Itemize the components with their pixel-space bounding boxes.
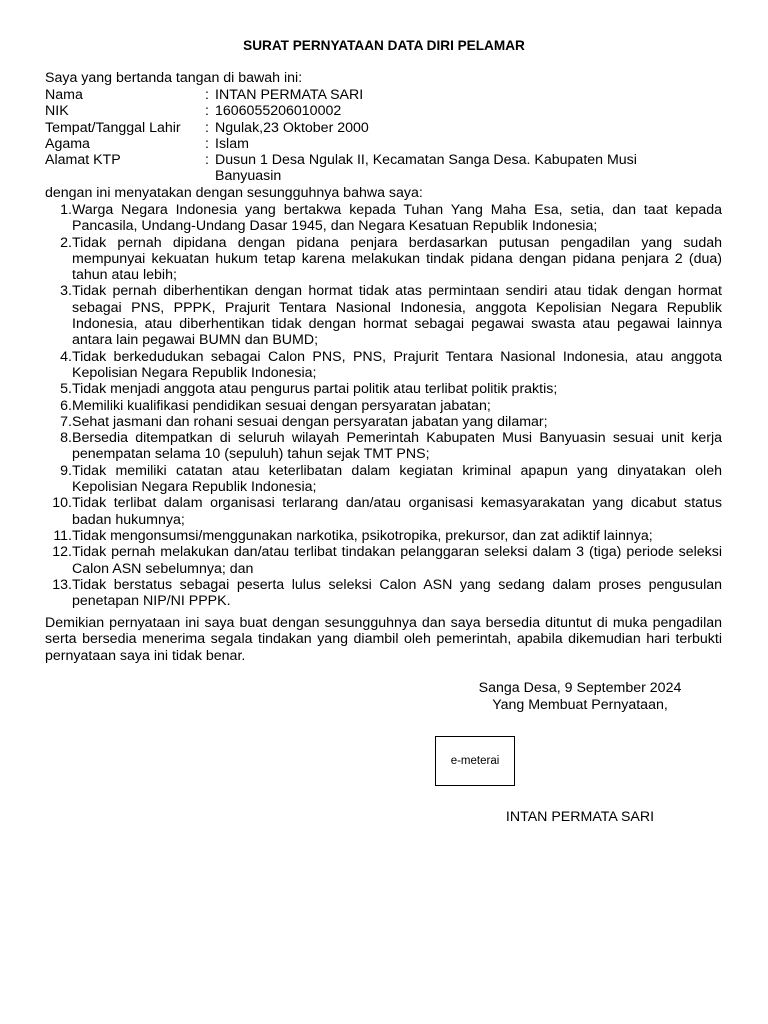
personal-data-fields bbox=[45, 87, 725, 185]
list-number: 2. bbox=[60, 234, 72, 251]
field-colon: : bbox=[205, 87, 209, 103]
list-item bbox=[45, 544, 722, 577]
list-item bbox=[45, 235, 722, 284]
field-value: Ngulak,23 Oktober 2000 bbox=[215, 119, 369, 136]
field-row-nik bbox=[45, 103, 725, 119]
field-value: 1606055206010002 bbox=[215, 103, 342, 120]
list-item bbox=[45, 349, 722, 382]
list-item bbox=[45, 381, 722, 397]
list-text: Tidak menjadi anggota atau pengurus partai politik atau terlibat politik praktis; bbox=[72, 381, 558, 398]
field-row-name bbox=[45, 87, 725, 103]
list-number: 5. bbox=[60, 381, 72, 398]
list-item bbox=[45, 202, 722, 235]
field-value: INTAN PERMATA SARI bbox=[215, 87, 364, 103]
closing-paragraph: Demikian pernyataan ini saya buat dengan sesungguhnya dan saya bersedia dituntut di muka pengadilan serta bersedia menerima segala tindakan yang diambil oleh pemerintah, apabila dikemudian hari terbukti pernyataan saya ini tidak benar. bbox=[45, 615, 722, 664]
field-label: Tempat/Tanggal Lahir bbox=[45, 119, 181, 136]
list-item bbox=[45, 463, 722, 496]
signature-role: Yang Membuat Pernyataan, bbox=[492, 697, 668, 713]
field-value: Dusun 1 Desa Ngulak II, Kecamatan Sanga Desa. Kabupaten Musi Banyuasin bbox=[215, 152, 637, 185]
list-number: 8. bbox=[60, 430, 72, 447]
list-item bbox=[45, 398, 722, 414]
list-text: Tidak berkedudukan sebagai Calon PNS, PNS, Prajurit Tentara Nasional Indonesia, atau anggota Kepolisian Negara Republik Indonesia; bbox=[72, 348, 722, 381]
list-text: Tidak terlibat dalam organisasi terlarang dan/atau organisasi kemasyarakatan yang dicabut status badan hukumnya; bbox=[72, 495, 722, 528]
list-text: Sehat jasmani dan rohani sesuai dengan persyaratan jabatan yang dilamar; bbox=[72, 413, 548, 430]
list-text: Memiliki kualifikasi pendidikan sesuai dengan persyaratan jabatan; bbox=[72, 397, 491, 414]
declaration-text: dengan ini menyatakan dengan sesungguhnya bahwa saya: bbox=[45, 185, 423, 201]
field-row-religion bbox=[45, 136, 725, 152]
list-item bbox=[45, 528, 722, 544]
list-item bbox=[45, 577, 722, 610]
field-colon: : bbox=[205, 135, 209, 152]
list-number: 1. bbox=[60, 202, 72, 218]
field-colon: : bbox=[205, 152, 209, 169]
list-text: Tidak pernah diberhentikan dengan hormat tidak atas permintaan sendiri atau tidak dengan hormat sebagai PNS, PPPK, Prajurit Tentara Nasional Indonesia, anggota Kepolisian Negara Republik Indonesia, atau diberhentikan tidak dengan hormat sebagai pegawai swasta atau pegawai lainnya antara lain pegawai BUMN dan BUMD; bbox=[72, 283, 722, 349]
list-number: 13. bbox=[52, 576, 72, 593]
list-number: 11. bbox=[53, 527, 72, 544]
field-value: Islam bbox=[215, 135, 249, 152]
list-text: Tidak pernah dipidana dengan pidana penjara berdasarkan putusan pengadilan yang sudah mempunyai kekuatan hukum tetap karena melakukan tindak pidana dengan pidana penjara 2 (dua) tahun atau lebih; bbox=[72, 234, 722, 284]
signature-place-date: Sanga Desa, 9 September 2024 bbox=[478, 680, 682, 696]
field-label: Nama bbox=[45, 87, 83, 103]
list-text: Warga Negara Indonesia yang bertakwa kepada Tuhan Yang Maha Esa, setia, dan taat kepada Pancasila, Undang-Undang Dasar 1945, dan Negara Kesatuan Republik Indonesia; bbox=[72, 202, 722, 235]
field-row-address bbox=[45, 152, 725, 185]
list-item bbox=[45, 283, 722, 348]
field-label: Alamat KTP bbox=[45, 152, 121, 169]
list-text: Tidak memiliki catatan atau keterlibatan dalam kegiatan kriminal apapun yang dinyatakan oleh Kepolisian Negara Republik Indonesia; bbox=[72, 462, 722, 496]
list-number: 3. bbox=[60, 283, 72, 300]
field-row-birth bbox=[45, 120, 725, 136]
list-text: Tidak pernah melakukan dan/atau terlibat tindakan pelanggaran seleksi dalam 3 (tiga) periode seleksi Calon ASN sebelumnya; dan bbox=[72, 544, 722, 577]
document-title: SURAT PERNYATAAN DATA DIRI PELAMAR bbox=[243, 38, 525, 53]
list-number: 7. bbox=[60, 413, 72, 430]
field-colon: : bbox=[205, 103, 209, 120]
field-label: Agama bbox=[45, 135, 90, 152]
list-item bbox=[45, 414, 722, 430]
list-number: 6. bbox=[60, 397, 72, 414]
e-meterai-stamp: e-meterai bbox=[435, 736, 515, 786]
list-number: 12. bbox=[52, 544, 72, 561]
intro-text: Saya yang bertanda tangan di bawah ini: bbox=[45, 70, 303, 86]
list-number: 10. bbox=[52, 495, 72, 512]
signer-name: INTAN PERMATA SARI bbox=[505, 809, 655, 825]
list-number: 9. bbox=[60, 462, 72, 479]
list-text: Tidak berstatus sebagai peserta lulus seleksi Calon ASN yang sedang dalam proses pengusulan penetapan NIP/NI PPPK. bbox=[72, 576, 722, 610]
field-colon: : bbox=[205, 119, 209, 136]
list-text: Tidak mengonsumsi/menggunakan narkotika, psikotropika, prekursor, dan zat adiktif lainnya; bbox=[72, 527, 653, 544]
statement-list bbox=[45, 202, 722, 609]
list-text: Bersedia ditempatkan di seluruh wilayah Pemerintah Kabupaten Musi Banyuasin sesuai unit kerja penempatan selama 10 (sepuluh) tahun sejak TMT PNS; bbox=[72, 430, 722, 463]
list-number: 4. bbox=[60, 348, 72, 365]
list-item bbox=[45, 430, 722, 463]
field-label: NIK bbox=[45, 103, 69, 120]
list-item bbox=[45, 495, 722, 528]
